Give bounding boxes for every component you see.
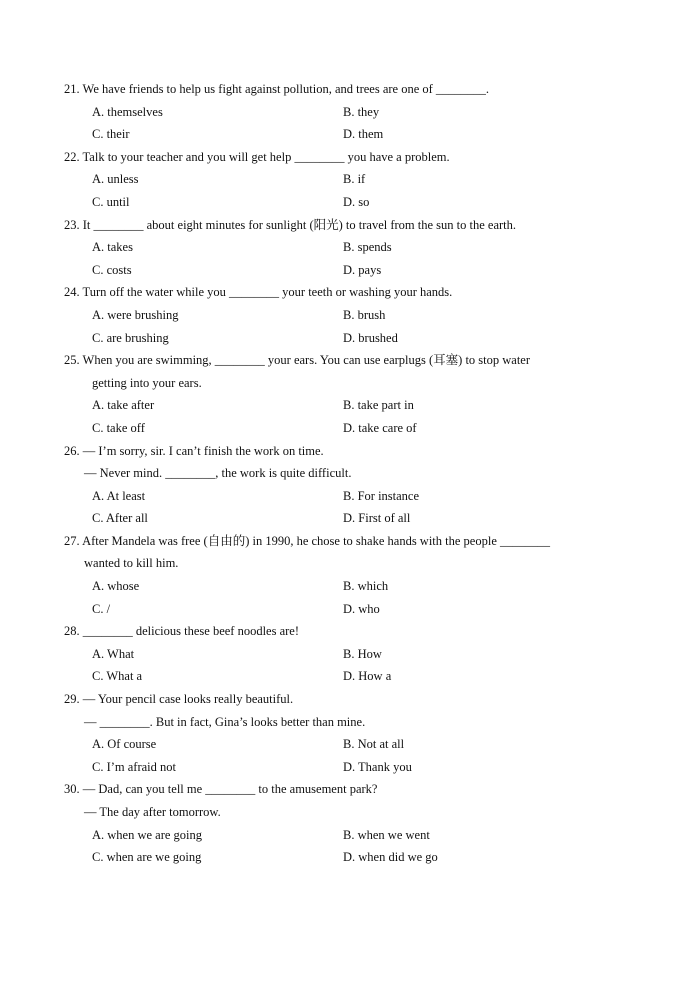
option-c[interactable]: C. until xyxy=(92,194,130,209)
question-stem xyxy=(0,688,696,711)
question-continuation: — The day after tomorrow. xyxy=(84,805,221,819)
option-c[interactable]: C. take off xyxy=(92,420,145,435)
question-stem xyxy=(0,530,696,553)
options xyxy=(0,304,696,349)
option-a[interactable]: A. unless xyxy=(92,172,139,187)
question-continuation: — Never mind. ________, the work is quite difficult. xyxy=(84,466,352,481)
question-28 xyxy=(0,620,696,688)
question-number: 22. xyxy=(64,149,80,164)
question-text: It ________ about eight minutes for sunlight (阳光) to travel from the sun to the earth. xyxy=(82,217,517,232)
option-d[interactable]: D. How a xyxy=(343,669,392,684)
question-25 xyxy=(0,349,696,439)
question-text: — Dad, can you tell me ________ to the amusement park? xyxy=(82,782,378,797)
question-number: 27. xyxy=(64,533,80,548)
options xyxy=(0,733,696,778)
option-d[interactable]: D. brushed xyxy=(343,330,398,345)
question-stem xyxy=(0,778,696,801)
options xyxy=(0,168,696,213)
option-b[interactable]: B. which xyxy=(343,579,389,594)
option-d[interactable]: D. Thank you xyxy=(343,759,412,774)
options xyxy=(0,485,696,530)
question-continuation: wanted to kill him. xyxy=(84,556,179,571)
option-c[interactable]: C. costs xyxy=(92,262,132,277)
question-number: 30. xyxy=(64,782,80,797)
option-b[interactable]: B. take part in xyxy=(343,398,414,413)
option-b[interactable]: B. How xyxy=(343,646,382,661)
option-c[interactable]: C. when are we going xyxy=(92,850,202,865)
question-text: — I’m sorry, sir. I can’t finish the work on time. xyxy=(82,443,324,458)
question-text: When you are swimming, ________ your ears. You can use earplugs (耳塞) to stop water xyxy=(82,353,531,368)
question-stem xyxy=(0,78,696,101)
option-d[interactable]: D. when did we go xyxy=(343,850,438,865)
question-27 xyxy=(0,530,696,620)
option-c[interactable]: C. What a xyxy=(92,669,143,684)
question-number: 24. xyxy=(64,285,80,300)
options xyxy=(0,236,696,281)
question-text: Turn off the water while you ________ your teeth or washing your hands. xyxy=(82,285,453,300)
question-26 xyxy=(0,440,696,530)
question-text: Talk to your teacher and you will get help ________ you have a problem. xyxy=(82,149,450,164)
question-number: 21. xyxy=(64,82,80,96)
question-29 xyxy=(0,688,696,778)
question-continuation: getting into your ears. xyxy=(92,375,202,390)
question-number: 23. xyxy=(64,217,80,232)
option-a[interactable]: A. take after xyxy=(92,398,155,413)
option-a[interactable]: A. when we are going xyxy=(92,827,203,842)
option-c[interactable]: C. I’m afraid not xyxy=(92,759,177,774)
question-number: 25. xyxy=(64,353,80,368)
option-b[interactable]: B. they xyxy=(343,104,380,119)
question-sheet xyxy=(0,78,696,869)
option-c[interactable]: C. are brushing xyxy=(92,330,169,345)
option-b[interactable]: B. Not at all xyxy=(343,737,405,752)
question-number: 29. xyxy=(64,692,80,707)
option-d[interactable]: D. so xyxy=(343,194,370,209)
question-number: 26. xyxy=(64,443,80,458)
option-b[interactable]: B. if xyxy=(343,172,366,187)
options xyxy=(0,101,696,146)
question-23 xyxy=(0,214,696,282)
option-a[interactable]: A. were brushing xyxy=(92,307,179,322)
option-d[interactable]: D. them xyxy=(343,127,384,142)
options xyxy=(0,394,696,439)
question-stem xyxy=(0,281,696,304)
option-c[interactable]: C. After all xyxy=(92,511,148,526)
option-a[interactable]: A. What xyxy=(92,646,135,661)
option-d[interactable]: D. First of all xyxy=(343,511,411,526)
question-text: ________ delicious these beef noodles are! xyxy=(82,624,300,639)
option-a[interactable]: A. At least xyxy=(92,488,146,503)
option-a[interactable]: A. themselves xyxy=(92,104,163,119)
option-d[interactable]: D. who xyxy=(343,601,380,616)
option-a[interactable]: A. whose xyxy=(92,579,140,594)
option-c[interactable]: C. / xyxy=(92,601,111,616)
question-stem xyxy=(0,440,696,463)
options xyxy=(0,643,696,688)
question-text: — Your pencil case looks really beautiful. xyxy=(82,692,294,707)
option-b[interactable]: B. brush xyxy=(343,307,386,322)
option-b[interactable]: B. spends xyxy=(343,240,392,255)
question-stem xyxy=(0,620,696,643)
question-24 xyxy=(0,281,696,349)
options xyxy=(0,824,696,869)
option-c[interactable]: C. their xyxy=(92,127,130,142)
question-continuation: — ________. But in fact, Gina’s looks better than mine. xyxy=(84,714,366,729)
question-text: We have friends to help us fight against pollution, and trees are one of ________. xyxy=(82,82,490,96)
option-b[interactable]: B. For instance xyxy=(343,488,420,503)
option-a[interactable]: A. Of course xyxy=(92,737,157,752)
question-stem xyxy=(0,214,696,237)
options xyxy=(0,575,696,620)
question-21 xyxy=(0,78,696,146)
question-number: 28. xyxy=(64,624,80,639)
question-30 xyxy=(0,778,696,868)
question-22 xyxy=(0,146,696,214)
question-text: After Mandela was free (自由的) in 1990, he chose to shake hands with the people ________ xyxy=(82,533,550,548)
question-stem xyxy=(0,349,696,372)
option-a[interactable]: A. takes xyxy=(92,240,133,255)
option-d[interactable]: D. pays xyxy=(343,262,382,277)
option-b[interactable]: B. when we went xyxy=(343,827,430,842)
question-stem xyxy=(0,146,696,169)
option-d[interactable]: D. take care of xyxy=(343,420,417,435)
